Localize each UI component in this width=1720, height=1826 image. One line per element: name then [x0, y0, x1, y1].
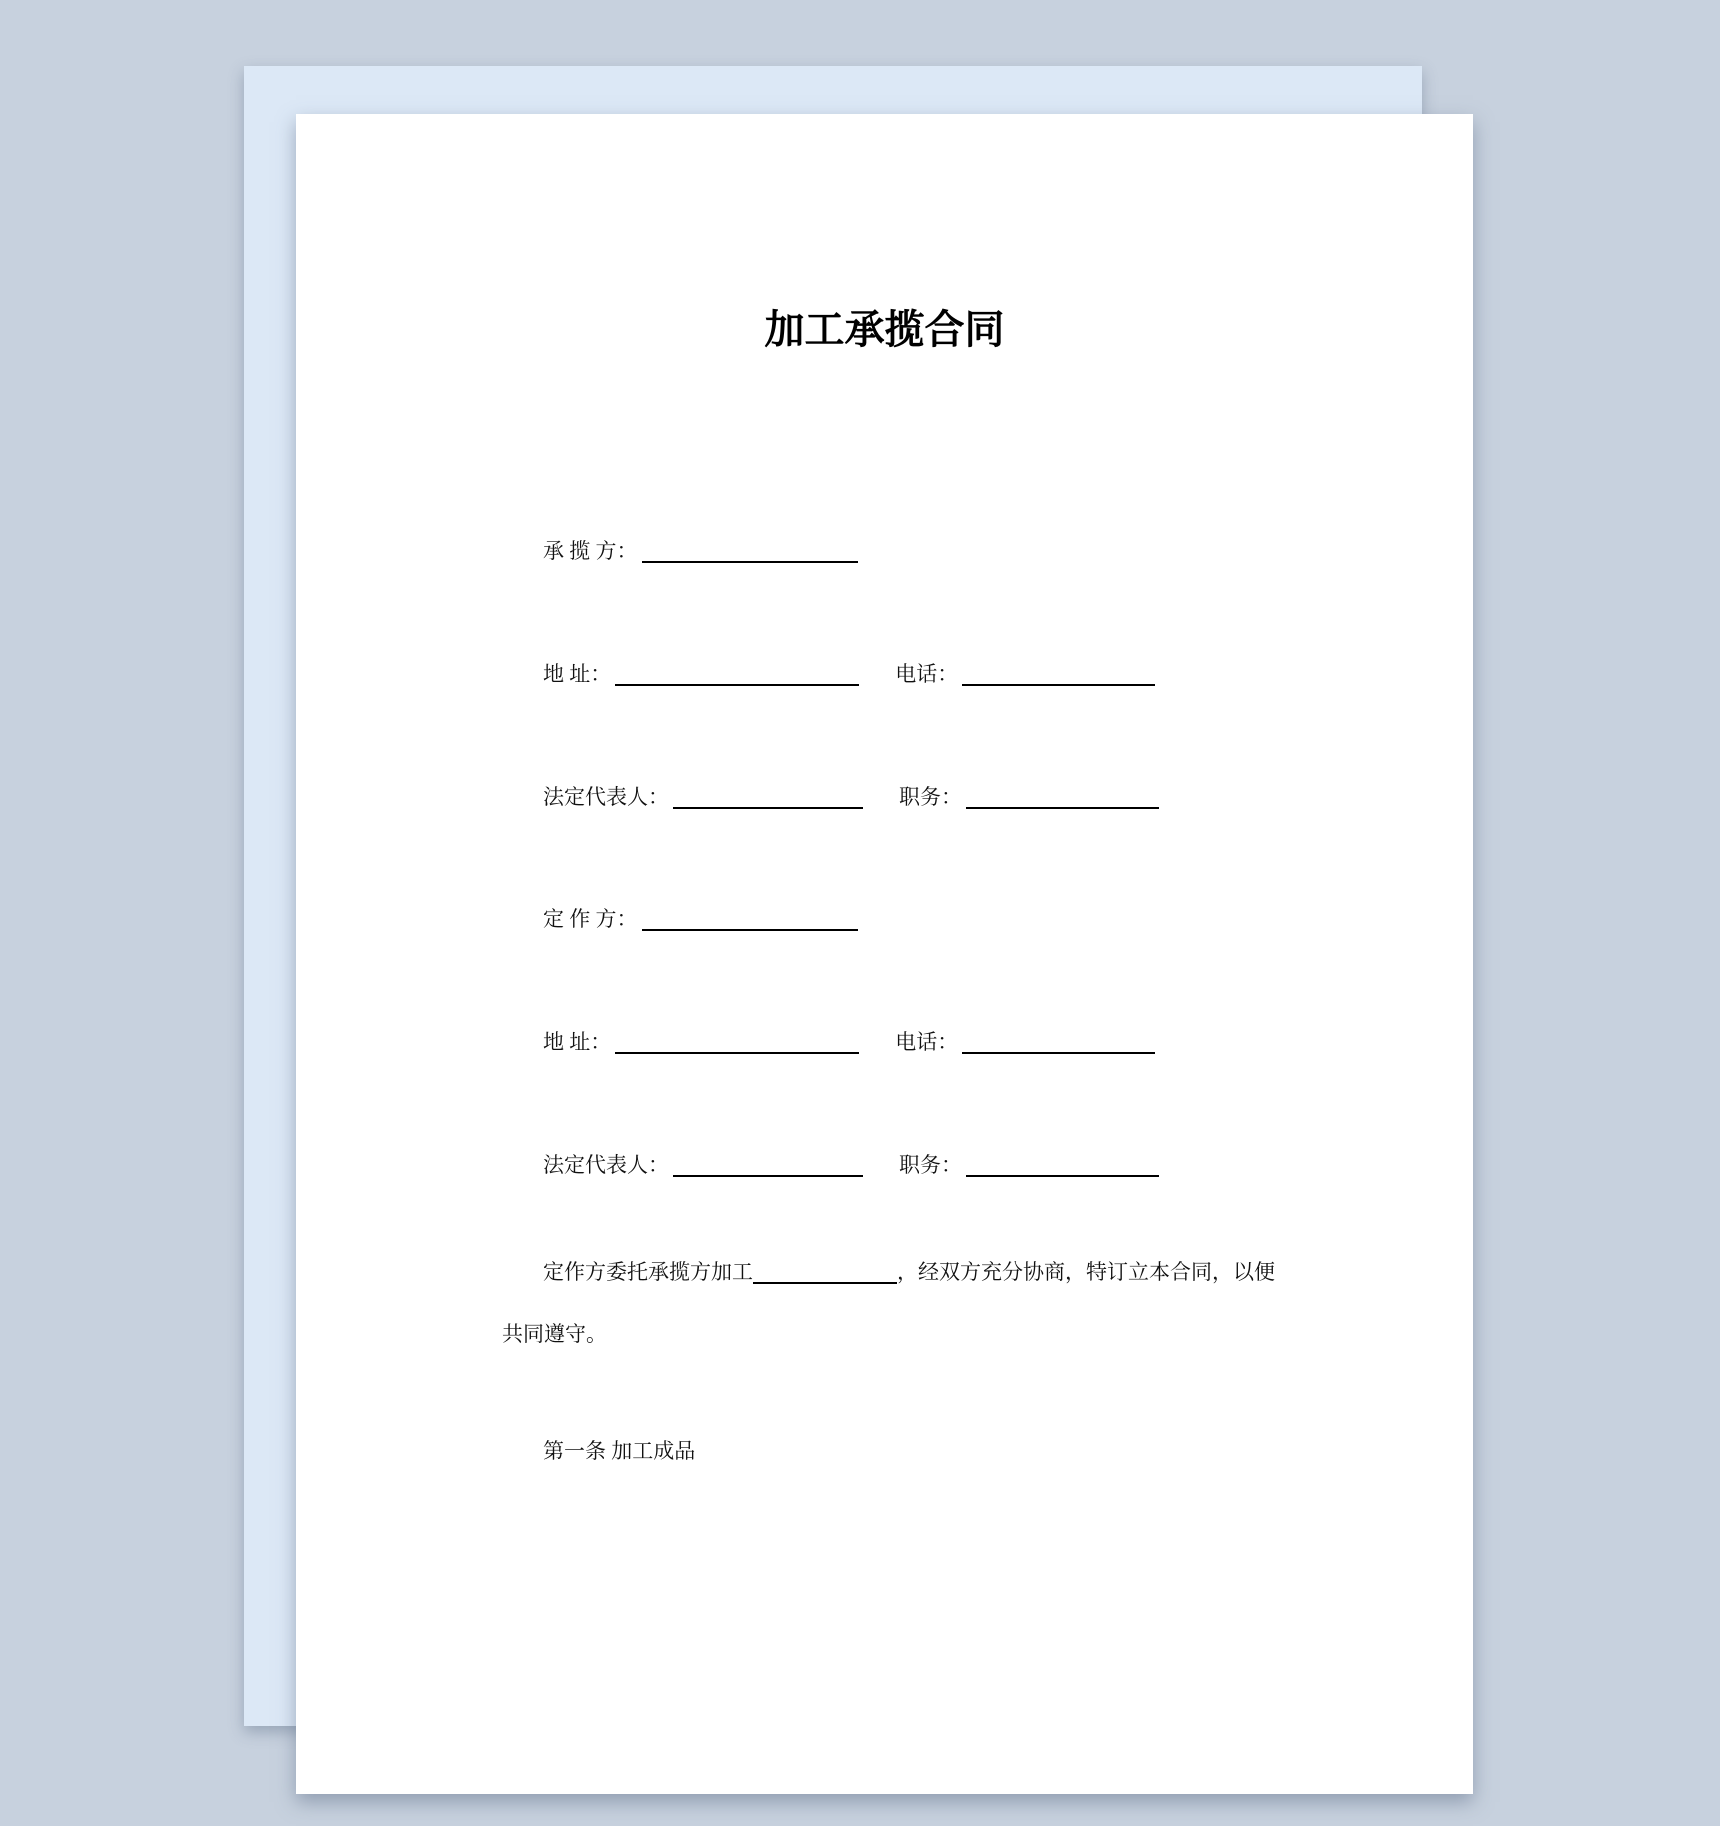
form-row-orderer-address — [543, 1025, 1155, 1059]
phone-blank-line — [962, 1031, 1155, 1054]
contractor-blank-line — [642, 540, 858, 563]
legal-representative-blank-line — [673, 1154, 863, 1177]
intro-text-line2: 共同遵守。 — [502, 1322, 607, 1346]
legal-representative-label: 法定代表人： — [543, 785, 669, 809]
address-label: 地 址： — [543, 1030, 612, 1054]
intro-text-before-blank: 定作方委托承揽方加工 — [543, 1260, 753, 1284]
legal-representative-blank-line — [673, 786, 863, 809]
article-one-heading: 第一条 加工成品 — [543, 1439, 696, 1463]
form-row-contractor-address — [543, 657, 1155, 691]
intro-paragraph — [502, 1241, 1292, 1365]
document-title: 加工承揽合同 — [764, 308, 1005, 352]
contractor-label: 承 揽 方： — [543, 539, 638, 563]
form-row-contractor-representative — [543, 780, 1159, 814]
form-row-contractor — [543, 534, 858, 568]
phone-label: 电话： — [895, 1030, 959, 1054]
legal-representative-label: 法定代表人： — [543, 1153, 669, 1177]
orderer-label: 定 作 方： — [543, 907, 638, 931]
phone-blank-line — [962, 663, 1155, 686]
position-blank-line — [966, 786, 1159, 809]
position-label: 职务： — [899, 785, 962, 809]
address-blank-line — [615, 663, 859, 686]
intro-text-after-blank: ，经双方充分协商，特订立本合同，以便 — [897, 1260, 1275, 1284]
form-row-orderer — [543, 902, 858, 936]
intro-blank-line — [753, 1261, 897, 1284]
orderer-blank-line — [642, 908, 858, 931]
position-blank-line — [966, 1154, 1159, 1177]
phone-label: 电话： — [895, 662, 959, 686]
address-blank-line — [615, 1031, 859, 1054]
address-label: 地 址： — [543, 662, 612, 686]
form-row-orderer-representative — [543, 1148, 1159, 1182]
document-page — [296, 114, 1473, 1794]
position-label: 职务： — [899, 1153, 962, 1177]
